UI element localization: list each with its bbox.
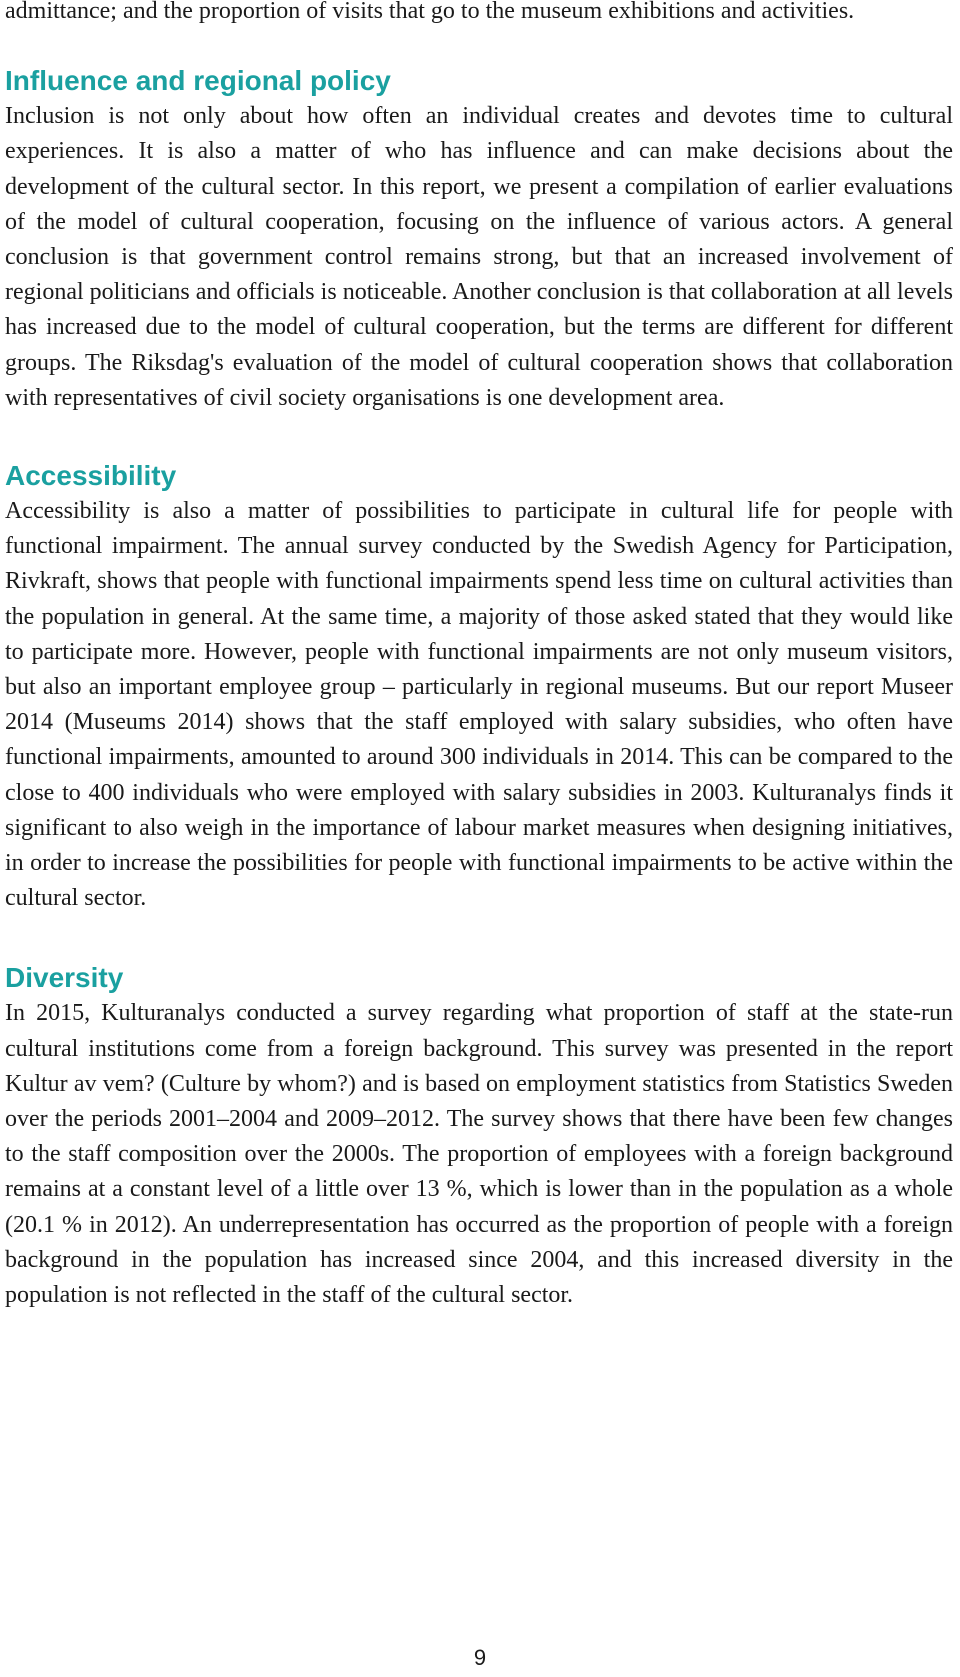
section-body-accessibility: Accessibility is also a matter of possibilities to participate in cultural life for people with functional impairment. The annual survey conducted by the Swedish Agency for Participation, Rivkraft, shows that people with functional impairments spend less time on cultural activities than the population in general. At the same time, a majority of those asked stated that they would like to participate more. However, people with functional impairments are not only museum visitors, but also an important employee group – particularly in regional museums. But our report Museer 2014 (Museums 2014) shows that the staff employed with salary subsidies, who often have functional impairments, amounted to around 300 individuals in 2014. This can be compared to the close to 400 individuals who were employed with salary subsidies in 2003. Kulturanalys finds it significant to also weigh in the importance of labour market measures when designing initiatives, in order to increase the possibilities for people with functional impairments to be active within the cultural sector. [5,498,953,912]
page-number: 9 [473,1645,487,1670]
document-page [5,0,953,1313]
section-heading-accessibility: Accessibility [5,460,177,492]
section-body-diversity: In 2015, Kulturanalys conducted a survey regarding what proportion of staff at the state-run cultural institutions come from a foreign background. This survey was presented in the report Kultur av vem? (Culture by whom?) and is based on employment statistics from Statistics Sweden over the periods 2001–2004 and 2009–2012. The survey shows that there have been few changes to the staff composition over the 2000s. The proportion of employees with a foreign background remains at a constant level of a little over 13 %, which is lower than in the population as a whole (20.1 % in 2012). An underrepresentation has occurred as the proportion of people with a foreign background in the population has increased since 2004, and this increased diversity in the population is not reflected in the staff of the cultural sector. [5,1000,953,1309]
section-body-influence: Inclusion is not only about how often an individual creates and devotes time to cultural experiences. It is also a matter of who has influence and can make decisions about the development of the cultural sector. In this report, we present a compilation of earlier evaluations of the model of cultural cooperation, focusing on the influence of various actors. A general conclusion is that government control remains strong, but that an increased involvement of regional politicians and officials is noticeable. Another conclusion is that collaboration at all levels has increased due to the model of cultural cooperation, but the terms are different for different groups. The Riksdag's evaluation of the model of cultural cooperation shows that collaboration with representatives of civil society organisations is one development area. [5,103,953,411]
section-heading-diversity: Diversity [5,962,124,994]
intro-paragraph: admittance; and the proportion of visits that go to the museum exhibitions and activities. [5,0,855,24]
section-heading-influence: Influence and regional policy [5,65,391,97]
